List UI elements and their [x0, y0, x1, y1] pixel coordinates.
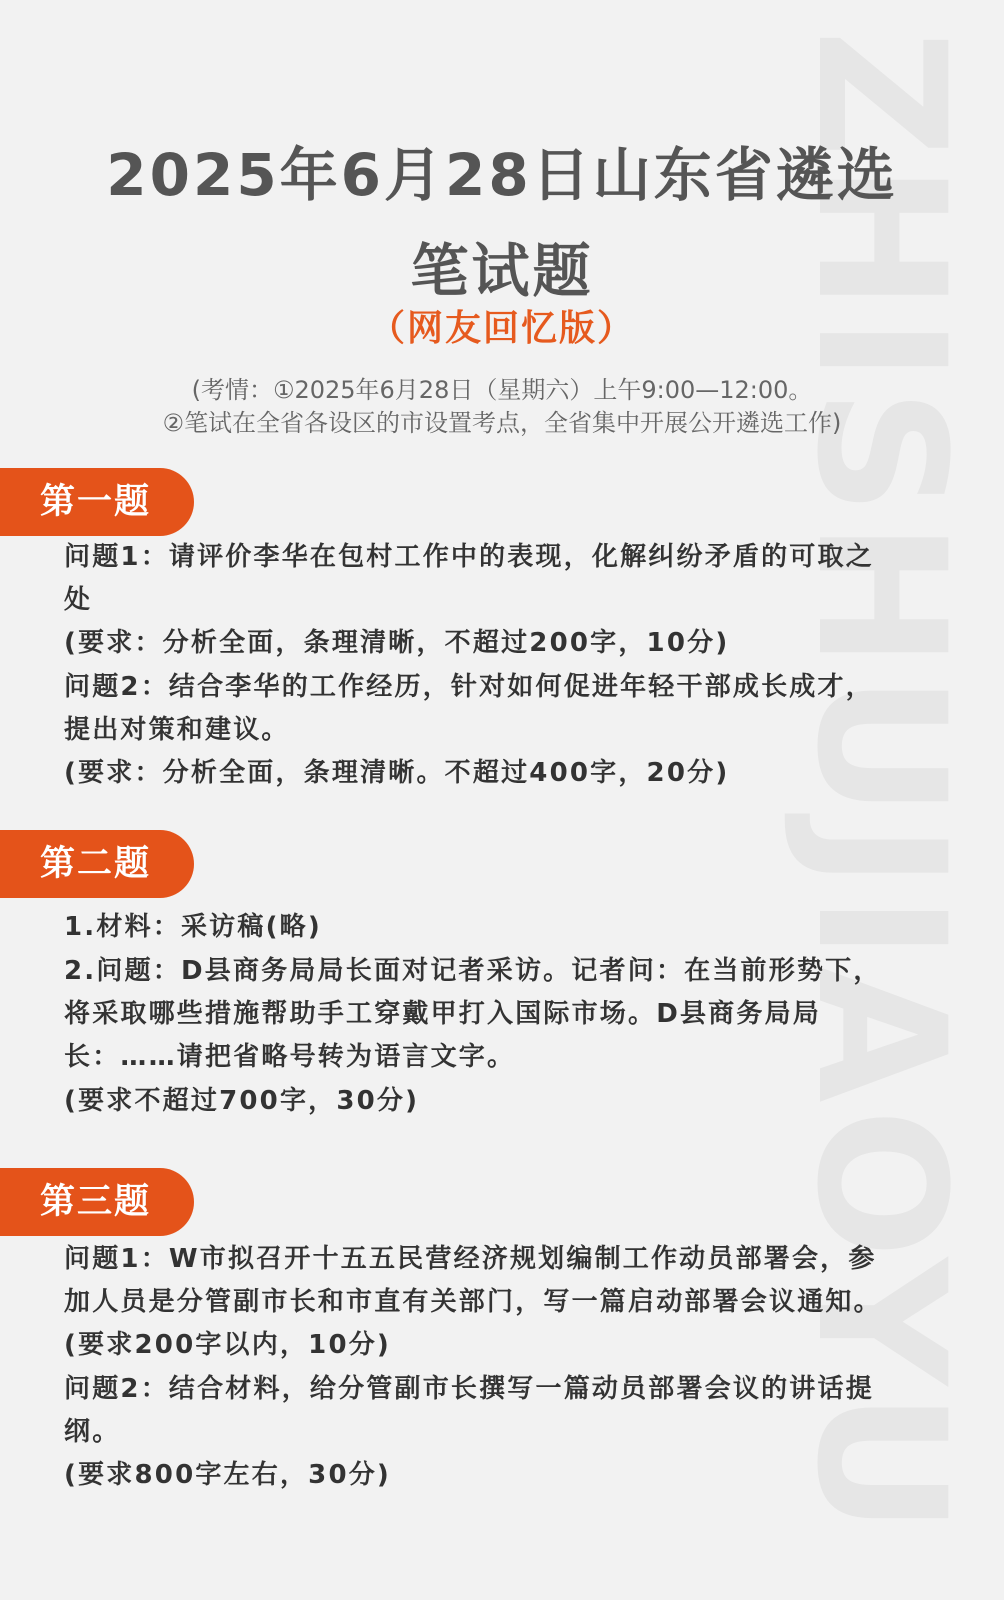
requirement-line: (要求：分析全面，条理清晰。不超过400字，20分): [64, 758, 730, 788]
page-title-line-1: 2025年6月28日山东省遴选: [106, 141, 898, 209]
question-line: 问题1：请评价李华在包村工作中的表现，化解纠纷矛盾的可取之: [64, 542, 874, 572]
watermark-text: ZHISHUJIAOYU: [778, 30, 983, 1541]
section-badge-1: 第一题: [0, 468, 194, 536]
section-badge-3: 第三题: [0, 1168, 194, 1236]
question-line: 问题2：结合材料，给分管副市长撰写一篇动员部署会议的讲话提: [64, 1374, 874, 1404]
question-line: 处: [64, 585, 93, 615]
requirement-line: (要求不超过700字，30分): [64, 1086, 420, 1116]
question-line: 1.材料：采访稿(略): [64, 912, 322, 942]
page-subtitle: （网友回忆版）: [368, 308, 635, 349]
question-line: 加人员是分管副市长和市直有关部门，写一篇启动部署会议通知。: [64, 1287, 882, 1317]
question-line: 2.问题：D县商务局局长面对记者采访。记者问：在当前形势下，: [64, 956, 882, 986]
exam-note-line-1: (考情：①2025年6月28日（星期六）上午9:00—12:00。: [191, 376, 813, 404]
question-line: 提出对策和建议。: [64, 715, 290, 745]
requirement-line: (要求：分析全面，条理清晰，不超过200字，10分): [64, 628, 730, 658]
question-line: 问题1：W市拟召开十五五民营经济规划编制工作动员部署会，参: [64, 1244, 877, 1274]
question-line: 将采取哪些措施帮助手工穿戴甲打入国际市场。D县商务局局: [64, 999, 821, 1029]
question-line: 长：……请把省略号转为语言文字。: [64, 1042, 516, 1072]
requirement-line: (要求200字以内，10分): [64, 1330, 392, 1360]
section-badge-2: 第二题: [0, 830, 194, 898]
question-line: 问题2：结合李华的工作经历，针对如何促进年轻干部成长成才，: [64, 672, 874, 702]
question-line: 纲。: [64, 1417, 121, 1447]
exam-note-line-2: ②笔试在全省各设区的市设置考点，全省集中开展公开遴选工作): [162, 409, 842, 437]
page-title-line-2: 笔试题: [410, 237, 594, 305]
requirement-line: (要求800字左右，30分): [64, 1460, 392, 1490]
